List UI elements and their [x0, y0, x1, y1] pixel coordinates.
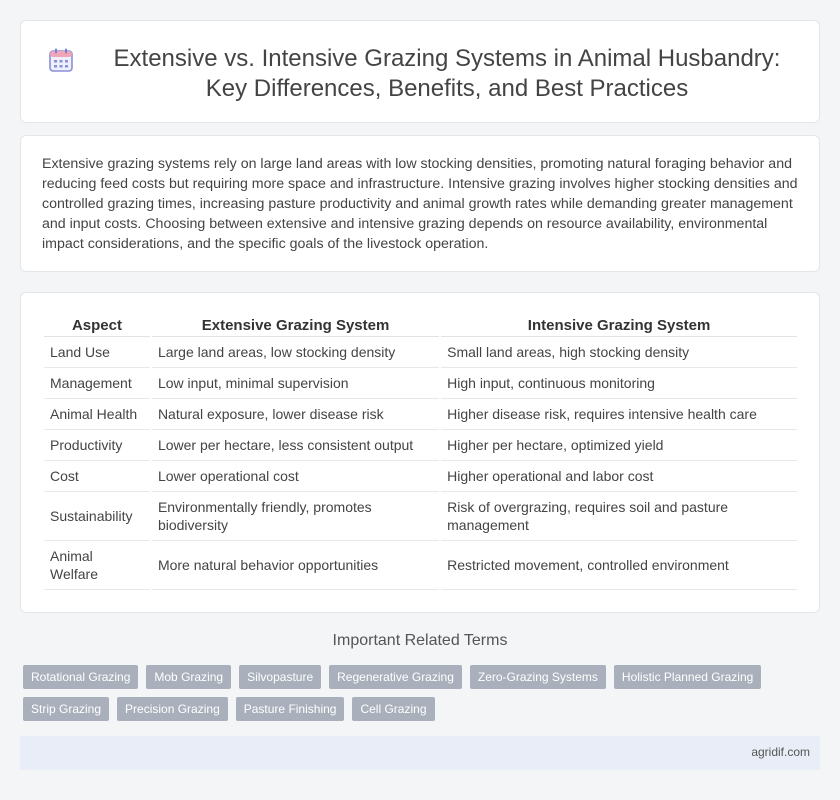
cell-aspect: Animal Welfare — [44, 541, 150, 590]
cell-extensive: Lower per hectare, less consistent output — [152, 430, 439, 461]
term-tag[interactable]: Rotational Grazing — [23, 665, 138, 689]
cell-intensive: Higher operational and labor cost — [441, 461, 797, 492]
term-tag[interactable]: Cell Grazing — [352, 697, 434, 721]
term-tag[interactable]: Silvopasture — [239, 665, 321, 689]
table-row — [44, 492, 797, 541]
table-row — [44, 337, 797, 368]
table-row — [44, 541, 797, 590]
cell-extensive: Large land areas, low stocking density — [152, 337, 439, 368]
cell-extensive: More natural behavior opportunities — [152, 541, 439, 590]
table-row — [44, 461, 797, 492]
comparison-card — [20, 292, 820, 613]
cell-intensive: Higher per hectare, optimized yield — [441, 430, 797, 461]
cell-extensive: Environmentally friendly, promotes biodiversity — [152, 492, 439, 541]
related-terms-title: Important Related Terms — [332, 632, 508, 649]
calendar-icon — [48, 47, 74, 73]
cell-intensive: Restricted movement, controlled environment — [441, 541, 797, 590]
term-tag[interactable]: Zero-Grazing Systems — [470, 665, 606, 689]
footer-site[interactable]: agridif.com — [751, 745, 810, 759]
table-row — [44, 368, 797, 399]
header-intensive: Intensive Grazing System — [441, 313, 797, 337]
table-row — [44, 399, 797, 430]
cell-aspect: Land Use — [44, 337, 150, 368]
table-row — [44, 430, 797, 461]
footer — [20, 736, 820, 770]
header-extensive: Extensive Grazing System — [152, 313, 439, 337]
related-terms-list — [23, 665, 813, 721]
cell-intensive: High input, continuous monitoring — [441, 368, 797, 399]
header-card — [20, 20, 820, 123]
comparison-table — [42, 313, 799, 590]
page-title: Extensive vs. Intensive Grazing Systems in Animal Husbandry: Key Differences, Benefits, and Best Practices — [113, 45, 781, 102]
cell-aspect: Cost — [44, 461, 150, 492]
cell-intensive: Risk of overgrazing, requires soil and pasture management — [441, 492, 797, 541]
term-tag[interactable]: Regenerative Grazing — [329, 665, 462, 689]
cell-extensive: Natural exposure, lower disease risk — [152, 399, 439, 430]
term-tag[interactable]: Precision Grazing — [117, 697, 228, 721]
intro-text: Extensive grazing systems rely on large land areas with low stocking densities, promoting natural foraging behavior and reducing feed costs but requiring more space and infrastructure. Intensive grazing involves higher stocking densities and controlled grazing times, increasing pasture productivity and animal growth rates while demanding greater management and input costs. Choosing between extensive and intensive grazing depends on resource availability, environmental impact considerations, and the specific goals of the livestock operation. — [42, 156, 798, 252]
cell-extensive: Low input, minimal supervision — [152, 368, 439, 399]
cell-aspect: Management — [44, 368, 150, 399]
cell-aspect: Productivity — [44, 430, 150, 461]
cell-extensive: Lower operational cost — [152, 461, 439, 492]
cell-intensive: Small land areas, high stocking density — [441, 337, 797, 368]
term-tag[interactable]: Holistic Planned Grazing — [614, 665, 761, 689]
term-tag[interactable]: Mob Grazing — [146, 665, 231, 689]
cell-aspect: Animal Health — [44, 399, 150, 430]
intro-card — [20, 135, 820, 272]
term-tag[interactable]: Strip Grazing — [23, 697, 109, 721]
cell-aspect: Sustainability — [44, 492, 150, 541]
term-tag[interactable]: Pasture Finishing — [236, 697, 345, 721]
cell-intensive: Higher disease risk, requires intensive health care — [441, 399, 797, 430]
table-header-row — [44, 313, 797, 337]
header-aspect: Aspect — [44, 313, 150, 337]
